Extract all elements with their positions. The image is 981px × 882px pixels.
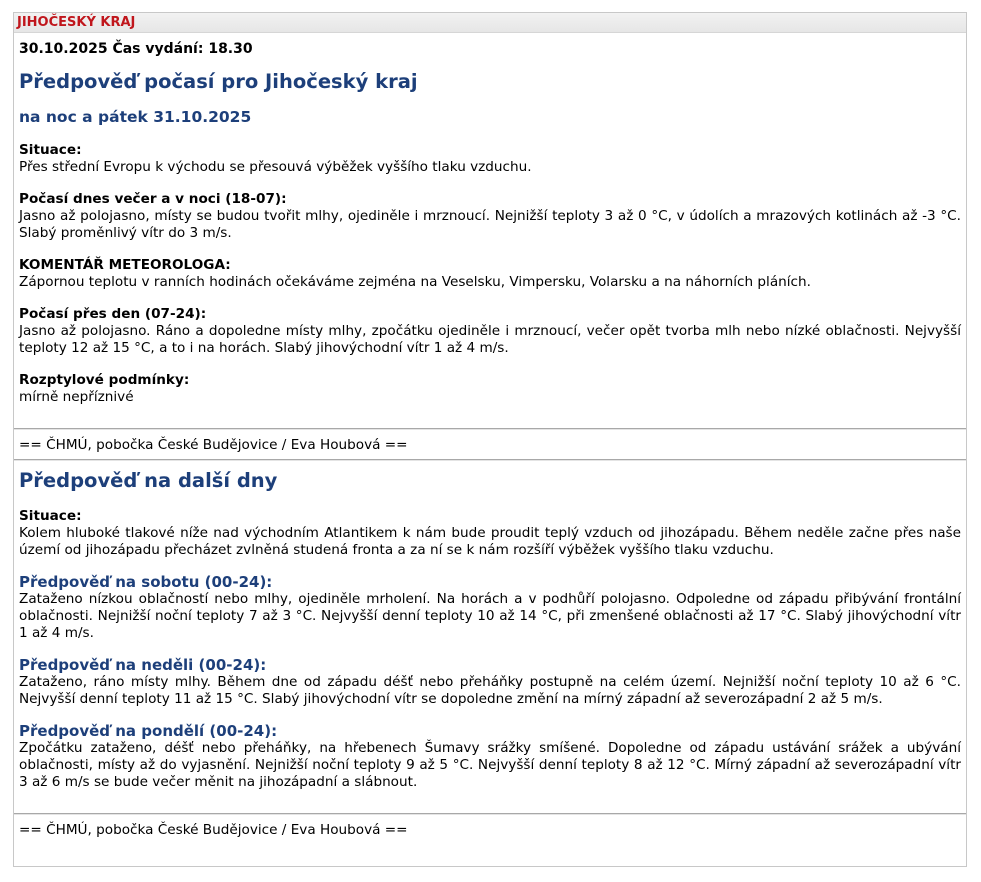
signature: == ČHMÚ, pobočka České Budějovice / Eva Houbová == [19, 822, 408, 838]
comment-text: Zápornou teplotu v ranních hodinách očekáváme zejména na Veselsku, Vimpersku, Volarsku a na náhorních pláních. [19, 274, 811, 290]
monday-section [19, 723, 961, 791]
situation-heading: Situace: [19, 142, 82, 158]
monday-heading: Předpověď na pondělí (00-24): [19, 722, 278, 740]
outlook-situation-text: Kolem hluboké tlakové níže nad východním Atlantikem k nám bude proudit teplý vzduch od jihozápadu. Během neděle začne přes naše území od jihozápadu přecházet zvlněná studená fronta a za ní se k nám rozšíří výběžek vyššího tlaku vzduchu. [19, 525, 961, 558]
saturday-heading: Předpověď na sobotu (00-24): [19, 573, 273, 591]
day-text: Jasno až polojasno. Ráno a dopoledne místy mlhy, zpočátku ojediněle i mrznoucí, večer opět tvorba mlh nebo nízké oblačnosti. Nejvyšší teploty 12 až 15 °C, a to i na horách. Slabý jihovýchodní vítr 1 až 4 m/s. [19, 323, 961, 356]
outlook-situation-section [19, 508, 961, 559]
tonight-section [19, 191, 961, 242]
sunday-section [19, 657, 961, 708]
dispersion-heading: Rozptylové podmínky: [19, 372, 190, 388]
saturday-text: Zataženo nízkou oblačností nebo mlhy, ojediněle mrholení. Na horách a v podhůří polojasno. Odpoledne od západu přibývání frontální oblačnosti. Nejnižší noční teploty 7 až 3 °C. Nejvyšší denní teploty 10 až 14 °C, při zmenšené oblačnosti až 17 °C. Slabý jihovýchodní vítr 1 až 4 m/s. [19, 591, 961, 641]
sunday-heading: Předpověď na neděli (00-24): [19, 656, 267, 674]
comment-heading: KOMENTÁŘ METEOROLOGA: [19, 257, 231, 273]
signature: == ČHMÚ, pobočka České Budějovice / Eva Houbová == [19, 437, 408, 453]
region-header: JIHOČESKÝ KRAJ [14, 13, 966, 33]
situation-text: Přes střední Evropu k východu se přesouvá výběžek vyššího tlaku vzduchu. [19, 159, 532, 175]
saturday-section [19, 574, 961, 642]
outlook-content [14, 469, 966, 791]
forecast-period: na noc a pátek 31.10.2025 [19, 108, 252, 126]
page-title: Předpověď počasí pro Jihočeský kraj [19, 70, 418, 93]
dispersion-section [19, 372, 961, 406]
issue-date: 30.10.2025 Čas vydání: 18.30 [19, 41, 253, 57]
outlook-title: Předpověď na další dny [19, 469, 278, 492]
day-heading: Počasí přes den (07-24): [19, 306, 207, 322]
tonight-text: Jasno až polojasno, místy se budou tvořit mlhy, ojediněle i mrznoucí. Nejnižší teploty 3 až 0 °C, v údolích a mrazových kotlinách až -3 °C. Slabý proměnlivý vítr do 3 m/s. [19, 208, 961, 241]
divider [14, 459, 966, 461]
dispersion-text: mírně nepříznivé [19, 389, 134, 405]
tonight-heading: Počasí dnes večer a v noci (18-07): [19, 191, 287, 207]
situation-section [19, 142, 961, 176]
sunday-text: Zataženo, ráno místy mlhy. Během dne od západu déšť nebo přeháňky postupně na celém území. Nejnižší noční teploty 10 až 6 °C. Nejvyšší denní teploty 11 až 15 °C. Slabý jihovýchodní vítr se dopoledne změní na mírný západní až severozápadní 2 až 5 m/s. [19, 674, 961, 707]
day-section [19, 306, 961, 357]
monday-text: Zpočátku zataženo, déšť nebo přeháňky, na hřebenech Šumavy srážky smíšené. Dopoledne od západu ustávání srážek a ubývání oblačnosti, místy až do vyjasnění. Nejnižší noční teploty 9 až 5 °C. Nejvyšší denní teploty 8 až 12 °C. Mírný západní až severozápadní vítr 3 až 6 m/s se bude večer měnit na jihozápadní a slábnout. [19, 740, 961, 790]
forecast-panel [13, 12, 967, 867]
outlook-situation-heading: Situace: [19, 508, 82, 524]
comment-section [19, 257, 961, 291]
forecast-content [14, 41, 966, 406]
